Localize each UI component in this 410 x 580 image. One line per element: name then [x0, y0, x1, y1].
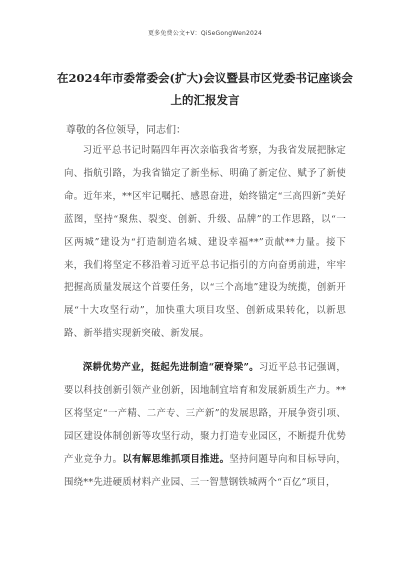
- title-line-2: 上的汇报发言: [170, 93, 240, 107]
- paragraph-2: [64, 357, 346, 494]
- paragraph-2-text-cont: 坚持问题导向和目标导向，围绕**先进硬质材料产业园、三一智慧钢铁城两个“百亿”项目，: [64, 453, 346, 488]
- title-line-1: 在2024年市委常委会(扩大)会议暨县市区党委书记座谈会: [57, 71, 353, 85]
- section-heading: 深耕优势产业，挺起先进制造“硬脊梁”。: [82, 362, 259, 373]
- header-note: 更多免费公文+V：QiSeGongWen2024: [147, 30, 263, 37]
- paragraph-1: 习近平总书记时隔四年再次亲临我省考察，为我省发展把脉定向、指航引路，为我省锚定了新坐标、明确了新定位、赋予了新使命。近年来，**区牢记嘱托、感恩奋进，始终锚定“三高四新”美好蓝图，坚持“聚焦、裂变、创新、升级、品牌”的工作思路，以“一区两城”建设为“打造制造名城、建设幸福**”贡献**力量。接下来，我们将坚定不移沿着习近平总书记指引的方向奋勇前进，牢牢把握高质量发展这个首要任务，以“三个高地”建设为统揽，创新开展“十大攻坚行动”，加快重大项目攻坚、创新成果转化，以新思路、新举措实现新突破、新发展。: [64, 145, 346, 340]
- sub-heading: 以有解思维抓项目推进。: [122, 453, 230, 465]
- salutation: 尊敬的各位领导，同志们：: [66, 125, 186, 136]
- paragraph-2-text: 习近平总书记强调，要以科技创新引领产业创新，因地制宜培育和发展新质生产力。**区将坚定“一产精、二产专、三产新”的发展思路，开展争资引项、园区建设体制创新等攻坚行动，聚力打造专业园区，不断提升优势产业竞争力。: [64, 362, 346, 465]
